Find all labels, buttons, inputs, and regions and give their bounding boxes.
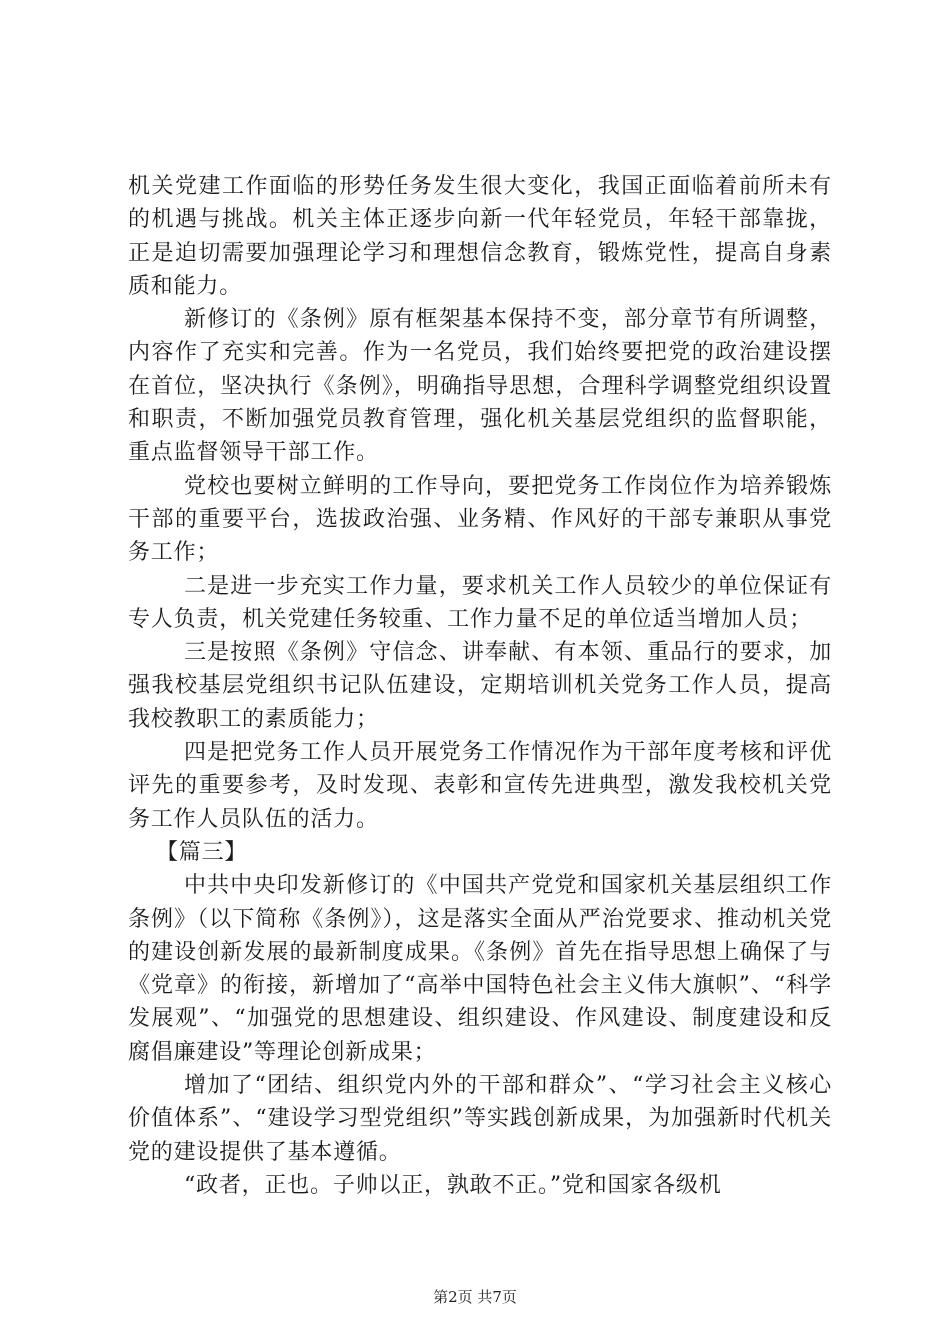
paragraph-5: 三是按照《条例》守信念、讲奉献、有本领、重品行的要求，加强我校基层党组织书记队伍建设，定期培训机关党务工作人员，提高我校教职工的素质能力；: [128, 640, 832, 732]
paragraph-1: 机关党建工作面临的形势任务发生很大变化，我国正面临着前所未有的机遇与挑战。机关主体正逐步向新一代年轻党员，年轻干部靠拢，正是迫切需要加强理论学习和理想信念教育，锻炼党性，提高自身素质和能力。: [128, 174, 832, 299]
paragraph-7: 中共中央印发新修订的《中国共产党党和国家机关基层组织工作条例》（以下简称《条例》），这是落实全面从严治党要求、推动机关党的建设创新发展的最新制度成果。《条例》首先在指导思想上确保了与《党章》的衔接，新增加了“高举中国特色社会主义伟大旗帜”、“科学发展观”、“加强党的思想建设、组织建设、作风建设、制度建设和反腐倡廉建设”等理论创新成果；: [128, 873, 832, 1065]
page-number-footer: 第2页 共7页: [433, 1288, 517, 1306]
paragraph-6: 四是把党务工作人员开展党务工作情况作为干部年度考核和评优评先的重要参考，及时发现、表彰和宣传先进典型，激发我校机关党务工作人员队伍的活力。: [128, 740, 832, 832]
paragraph-4: 二是进一步充实工作力量，要求机关工作人员较少的单位保证有专人负责，机关党建任务较重、工作力量不足的单位适当增加人员；: [128, 573, 832, 632]
paragraph-8: 增加了“团结、组织党内外的干部和群众”、“学习社会主义核心价值体系”、“建设学习型党组织”等实践创新成果，为加强新时代机关党的建设提供了基本遵循。: [128, 1073, 832, 1165]
document-body: [128, 170, 832, 1202]
paragraph-2: 新修订的《条例》原有框架基本保持不变，部分章节有所调整，内容作了充实和完善。作为一名党员，我们始终要把党的政治建设摆在首位，坚决执行《条例》，明确指导思想，合理科学调整党组织设置和职责，不断加强党员教育管理，强化机关基层党组织的监督职能，重点监督领导干部工作。: [128, 307, 832, 466]
section-heading: 【篇三】: [156, 839, 248, 865]
paragraph-9: “政者，正也。子帅以正，孰敢不正。”党和国家各级机: [184, 1172, 722, 1198]
paragraph-3: 党校也要树立鲜明的工作导向，要把党务工作岗位作为培养锻炼干部的重要平台，选拔政治强、业务精、作风好的干部专兼职从事党务工作；: [128, 473, 832, 566]
